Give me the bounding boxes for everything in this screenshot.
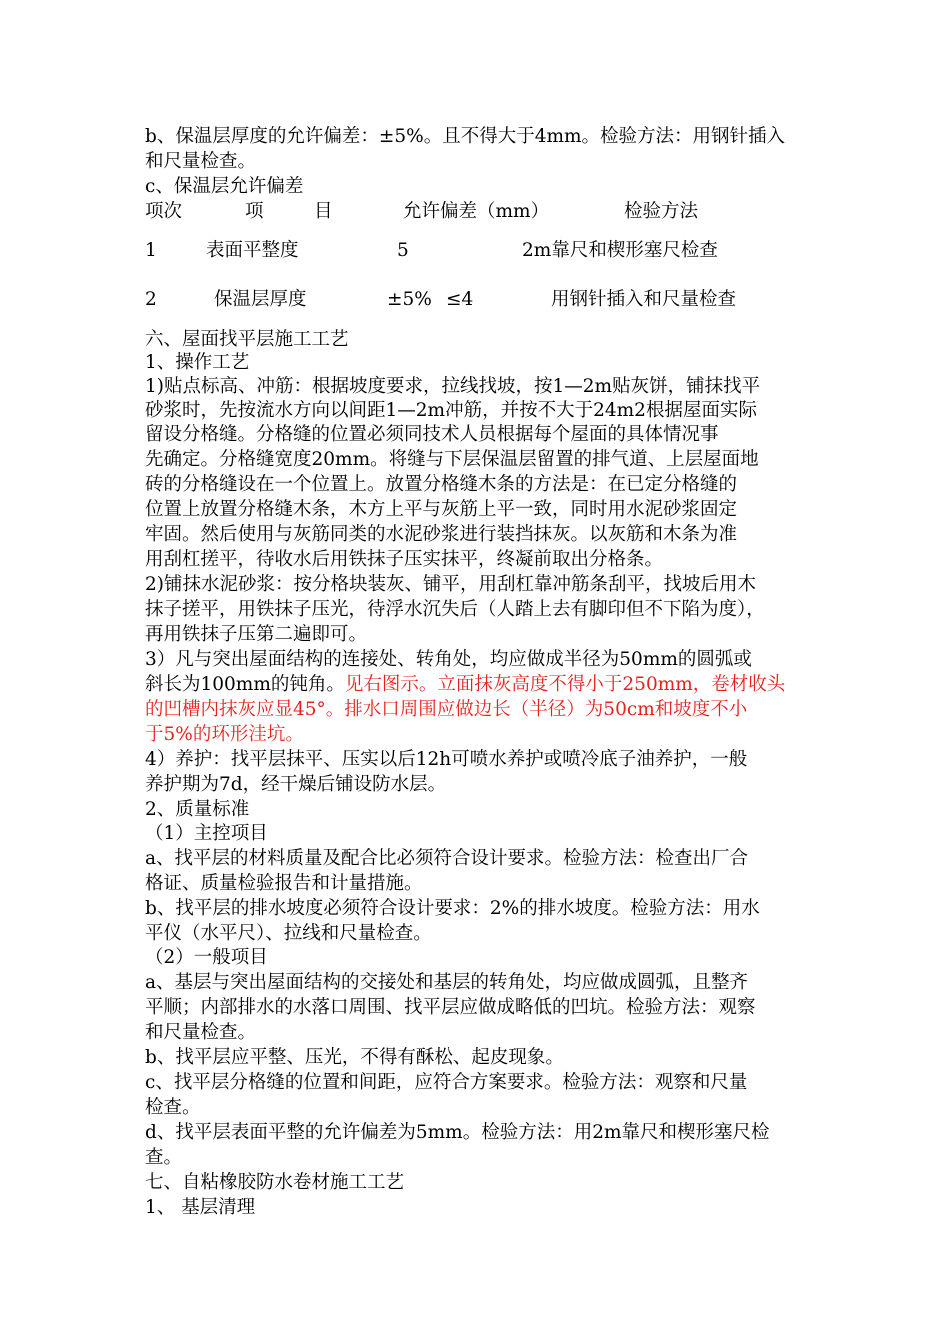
text-line: b、保温层厚度的允许偏差：±5%。且不得大于4mm。检验方法：用钢针插入 — [145, 126, 786, 147]
text-line: a、基层与突出屋面结构的交接处和基层的转角处，均应做成圆弧，且整齐 — [145, 972, 749, 993]
text-highlight: 见右图示。立面抹灰高度不得小于250mm，卷材收头 — [344, 674, 786, 695]
highlight-line: 的凹槽内抹灰应显45°。排水口周围应做边长（半径）为50cm和坡度不小 — [145, 699, 748, 720]
table-cell-item: 保温层厚度 — [214, 289, 307, 310]
section-heading: c、保温层允许偏差 — [145, 176, 304, 197]
section-heading: 2、质量标准 — [145, 799, 250, 820]
chapter-heading: 六、屋面找平层施工工艺 — [145, 329, 349, 350]
table-cell-item: 表面平整度 — [206, 240, 299, 261]
text-line: 砂浆时，先按流水方向以间距1—2m冲筋，并按不大于24m2根据屋面实际 — [145, 400, 757, 421]
text-line: 留设分格缝。分格缝的位置必须同技术人员根据每个屋面的具体情况事 — [145, 424, 719, 445]
text-line: a、找平层的材料质量及配合比必须符合设计要求。检验方法：检查出厂合 — [145, 848, 749, 869]
text-line: 和尺量检查。 — [145, 151, 257, 172]
table-header-no: 项次 — [145, 201, 183, 222]
mixed-text-line — [145, 672, 785, 697]
table-header-item-2: 目 — [314, 201, 333, 222]
table-cell-tolerance: 5 — [397, 240, 409, 261]
sub-heading: （2）一般项目 — [145, 947, 268, 968]
text-line: 位置上放置分格缝木条，木方上平与灰筋上平一致，同时用水泥砂浆固定 — [145, 499, 738, 520]
text-line: c、找平层分格缝的位置和间距，应符合方案要求。检验方法：观察和尺量 — [145, 1072, 748, 1093]
text-line: 再用铁抹子压第二遍即可。 — [145, 624, 368, 645]
text-black: 斜长为100mm的钝角。 — [145, 674, 345, 695]
text-line: 和尺量检查。 — [145, 1022, 257, 1043]
text-line: 3）凡与突出屋面结构的连接处、转角处，均应做成半径为50mm的圆弧或 — [145, 649, 752, 670]
text-line: 抹子搓平，用铁抹子压光，待浮水沉失后（人踏上去有脚印但不下陷为度）， — [145, 599, 765, 620]
text-line: 2)铺抹水泥砂浆：按分格块装灰、铺平，用刮杠靠冲筋条刮平，找坡后用木 — [145, 574, 756, 595]
text-line: 养护期为7d，经干燥后铺设防水层。 — [145, 774, 447, 795]
text-line: 查。 — [145, 1147, 183, 1168]
text-line: 格证、质量检验报告和计量措施。 — [145, 873, 423, 894]
section-heading: 1、操作工艺 — [145, 352, 250, 373]
text-line: 砖的分格缝设在一个位置上。放置分格缝木条的方法是：在已定分格缝的 — [145, 474, 738, 495]
table-header-item-1: 项 — [245, 201, 264, 222]
text-line: 4）养护：找平层抹平、压实以后12h可喷水养护或喷冷底子油养护，一般 — [145, 749, 748, 770]
text-line: 先确定。分格缝宽度20mm。将缝与下层保温层留置的排气道、上层屋面地 — [145, 449, 759, 470]
table-header-method: 检验方法 — [624, 201, 699, 222]
table-cell-method: 2m靠尺和楔形塞尺检查 — [522, 240, 718, 261]
text-line: 用刮杠搓平，待收水后用铁抹子压实抹平，终凝前取出分格条。 — [145, 549, 664, 570]
text-line: 1)贴点标高、冲筋：根据坡度要求，拉线找坡，按1—2m贴灰饼，铺抹找平 — [145, 376, 761, 397]
chapter-heading: 七、自粘橡胶防水卷材施工工艺 — [145, 1172, 405, 1193]
table-cell-no: 2 — [145, 289, 157, 310]
highlight-line: 于5%的环形洼坑。 — [145, 724, 304, 745]
table-cell-method: 用钢针插入和尺量检查 — [551, 289, 737, 310]
text-line: b、找平层的排水坡度必须符合设计要求：2%的排水坡度。检验方法：用水 — [145, 898, 760, 919]
text-line: b、找平层应平整、压光，不得有酥松、起皮现象。 — [145, 1047, 564, 1068]
table-cell-tolerance: ±5% — [387, 289, 432, 310]
sub-heading: （1）主控项目 — [145, 823, 268, 844]
table-cell-tolerance-limit: ≤4 — [446, 289, 474, 310]
section-heading: 1、 基层清理 — [145, 1197, 256, 1218]
text-line: 检查。 — [145, 1097, 201, 1118]
table-header-tolerance: 允许偏差（mm） — [403, 201, 550, 222]
table-cell-no: 1 — [145, 240, 157, 261]
text-line: 平顺；内部排水的水落口周围、找平层应做成略低的凹坑。检验方法：观察 — [145, 997, 756, 1018]
text-line: 牢固。然后使用与灰筋同类的水泥砂浆进行装挡抹灰。以灰筋和木条为准 — [145, 524, 738, 545]
text-line: 平仪（水平尺）、拉线和尺量检查。 — [145, 923, 432, 944]
text-line: d、找平层表面平整的允许偏差为5mm。检验方法：用2m靠尺和楔形塞尺检 — [145, 1122, 770, 1143]
